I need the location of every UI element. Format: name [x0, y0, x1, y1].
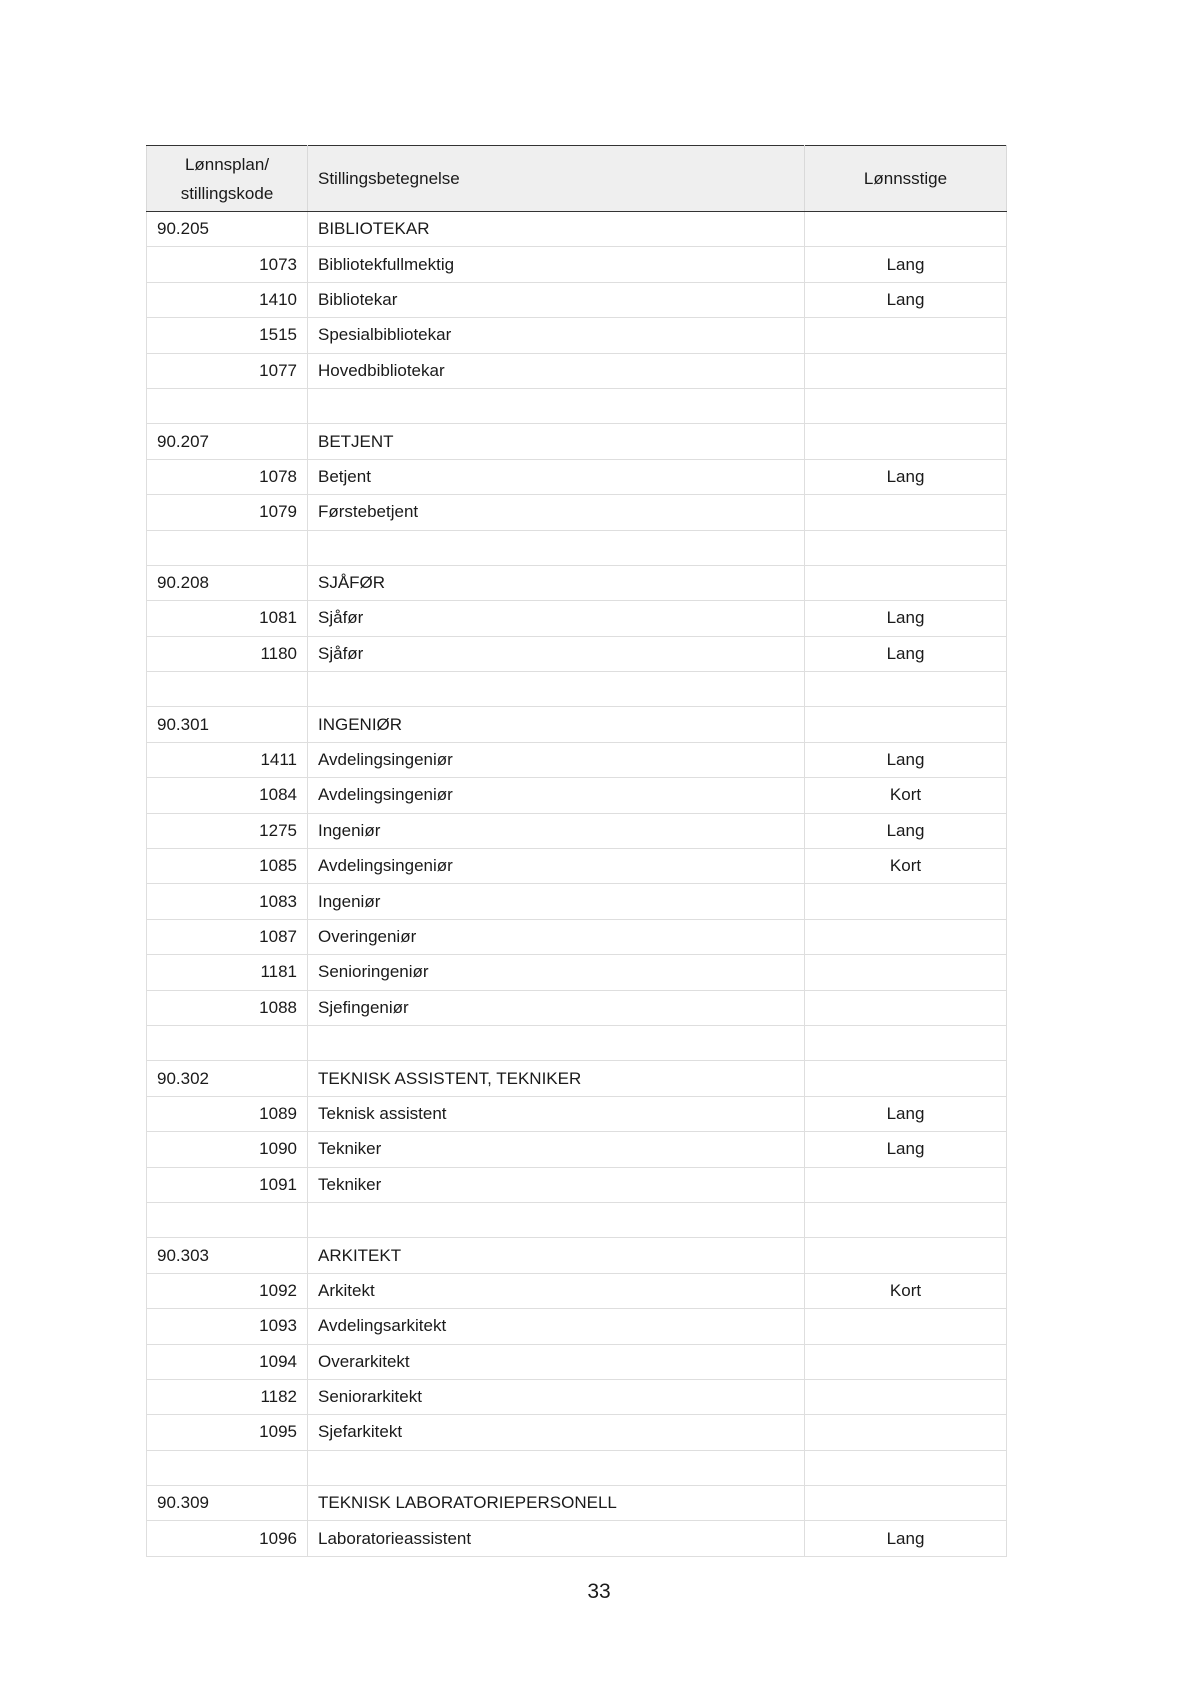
table-row-item	[147, 318, 1007, 353]
header-title: Stillingsbetegnelse	[308, 146, 805, 212]
ladder-cell	[805, 919, 1007, 954]
ladder-cell	[805, 495, 1007, 530]
code-cell	[147, 388, 308, 423]
title-cell: Avdelingsarkitekt	[308, 1309, 805, 1344]
ladder-cell	[805, 884, 1007, 919]
ladder-cell: Lang	[805, 1521, 1007, 1556]
title-cell: Sjåfør	[308, 601, 805, 636]
code-cell: 1083	[147, 884, 308, 919]
table-row-item	[147, 955, 1007, 990]
table-row-group	[147, 1486, 1007, 1521]
title-cell: Sjefarkitekt	[308, 1415, 805, 1450]
table-row-item	[147, 742, 1007, 777]
code-cell: 1180	[147, 636, 308, 671]
ladder-cell	[805, 955, 1007, 990]
code-cell: 1077	[147, 353, 308, 388]
title-cell	[308, 530, 805, 565]
code-cell: 1181	[147, 955, 308, 990]
table-row-item	[147, 636, 1007, 671]
code-cell: 90.303	[147, 1238, 308, 1273]
code-cell: 1182	[147, 1379, 308, 1414]
title-cell	[308, 1025, 805, 1060]
ladder-cell: Lang	[805, 247, 1007, 282]
title-cell	[308, 672, 805, 707]
table-row-blank	[147, 1450, 1007, 1485]
title-cell: Betjent	[308, 459, 805, 494]
title-cell: BETJENT	[308, 424, 805, 459]
title-cell: Teknisk assistent	[308, 1096, 805, 1131]
table-body	[147, 212, 1007, 1557]
table-row-group	[147, 212, 1007, 247]
title-cell: Avdelingsingeniør	[308, 849, 805, 884]
table-row-blank	[147, 1025, 1007, 1060]
table-row-group	[147, 565, 1007, 600]
table-row-item	[147, 459, 1007, 494]
ladder-cell: Lang	[805, 282, 1007, 317]
table-row-item	[147, 1379, 1007, 1414]
title-cell: INGENIØR	[308, 707, 805, 742]
title-cell	[308, 388, 805, 423]
code-cell: 1085	[147, 849, 308, 884]
header-code-line1: Lønnsplan/	[184, 154, 270, 174]
ladder-cell	[805, 1486, 1007, 1521]
title-cell: Hovedbibliotekar	[308, 353, 805, 388]
code-cell: 90.208	[147, 565, 308, 600]
code-cell	[147, 672, 308, 707]
ladder-cell	[805, 530, 1007, 565]
table-row-blank	[147, 530, 1007, 565]
code-cell	[147, 1450, 308, 1485]
table-row-item	[147, 1273, 1007, 1308]
ladder-cell	[805, 1309, 1007, 1344]
title-cell: Arkitekt	[308, 1273, 805, 1308]
ladder-cell	[805, 212, 1007, 247]
table-row-group	[147, 1061, 1007, 1096]
title-cell: Seniorarkitekt	[308, 1379, 805, 1414]
table-row-blank	[147, 1202, 1007, 1237]
ladder-cell	[805, 353, 1007, 388]
header-code	[147, 146, 308, 212]
code-cell: 1087	[147, 919, 308, 954]
ladder-cell	[805, 707, 1007, 742]
ladder-cell	[805, 1379, 1007, 1414]
page-number: 33	[587, 1580, 611, 1603]
table-row-item	[147, 1521, 1007, 1556]
header-row	[147, 146, 1007, 212]
ladder-cell	[805, 1344, 1007, 1379]
ladder-cell: Lang	[805, 1132, 1007, 1167]
code-cell: 1096	[147, 1521, 308, 1556]
title-cell: Overingeniør	[308, 919, 805, 954]
title-cell: Avdelingsingeniør	[308, 778, 805, 813]
table-row-item	[147, 247, 1007, 282]
title-cell: Ingeniør	[308, 813, 805, 848]
table-row-item	[147, 778, 1007, 813]
title-cell: Overarkitekt	[308, 1344, 805, 1379]
table-row-item	[147, 1309, 1007, 1344]
table-row-item	[147, 282, 1007, 317]
title-cell: ARKITEKT	[308, 1238, 805, 1273]
ladder-cell	[805, 672, 1007, 707]
table-row-item	[147, 919, 1007, 954]
ladder-cell	[805, 1415, 1007, 1450]
code-cell: 1084	[147, 778, 308, 813]
ladder-cell: Lang	[805, 636, 1007, 671]
ladder-cell	[805, 388, 1007, 423]
table-row-item	[147, 1415, 1007, 1450]
code-cell: 1081	[147, 601, 308, 636]
title-cell: Sjefingeniør	[308, 990, 805, 1025]
ladder-cell	[805, 1450, 1007, 1485]
code-cell: 1089	[147, 1096, 308, 1131]
title-cell: Spesialbibliotekar	[308, 318, 805, 353]
ladder-cell: Lang	[805, 742, 1007, 777]
title-cell: Tekniker	[308, 1132, 805, 1167]
code-cell: 90.301	[147, 707, 308, 742]
table-row-item	[147, 849, 1007, 884]
code-cell: 1094	[147, 1344, 308, 1379]
code-cell: 1091	[147, 1167, 308, 1202]
code-cell: 1079	[147, 495, 308, 530]
code-cell: 1411	[147, 742, 308, 777]
code-cell: 1093	[147, 1309, 308, 1344]
table-row-item	[147, 813, 1007, 848]
code-cell: 1275	[147, 813, 308, 848]
code-cell: 1073	[147, 247, 308, 282]
ladder-cell: Kort	[805, 849, 1007, 884]
title-cell: Bibliotekar	[308, 282, 805, 317]
ladder-cell	[805, 565, 1007, 600]
ladder-cell	[805, 1061, 1007, 1096]
table-row-item	[147, 884, 1007, 919]
title-cell: SJÅFØR	[308, 565, 805, 600]
salary-plan-table	[146, 145, 1007, 1557]
table-row-item	[147, 990, 1007, 1025]
ladder-cell	[805, 1025, 1007, 1060]
table-row-item	[147, 1096, 1007, 1131]
title-cell: BIBLIOTEKAR	[308, 212, 805, 247]
code-cell: 90.205	[147, 212, 308, 247]
code-cell	[147, 1202, 308, 1237]
ladder-cell	[805, 424, 1007, 459]
title-cell: Senioringeniør	[308, 955, 805, 990]
title-cell: TEKNISK ASSISTENT, TEKNIKER	[308, 1061, 805, 1096]
table-row-group	[147, 424, 1007, 459]
code-cell: 90.309	[147, 1486, 308, 1521]
ladder-cell	[805, 1202, 1007, 1237]
title-cell: Førstebetjent	[308, 495, 805, 530]
table-row-item	[147, 1344, 1007, 1379]
code-cell: 1515	[147, 318, 308, 353]
table-row-item	[147, 1167, 1007, 1202]
ladder-cell	[805, 1167, 1007, 1202]
ladder-cell	[805, 1238, 1007, 1273]
header-ladder: Lønnsstige	[805, 146, 1007, 212]
title-cell: Avdelingsingeniør	[308, 742, 805, 777]
code-cell: 1090	[147, 1132, 308, 1167]
title-cell: Tekniker	[308, 1167, 805, 1202]
table-row-item	[147, 601, 1007, 636]
header-code-line2: stillingskode	[180, 183, 274, 203]
code-cell: 1410	[147, 282, 308, 317]
title-cell	[308, 1202, 805, 1237]
table-row-blank	[147, 672, 1007, 707]
title-cell: TEKNISK LABORATORIEPERSONELL	[308, 1486, 805, 1521]
title-cell	[308, 1450, 805, 1485]
ladder-cell: Kort	[805, 778, 1007, 813]
ladder-cell: Lang	[805, 1096, 1007, 1131]
table-row-item	[147, 353, 1007, 388]
ladder-cell	[805, 318, 1007, 353]
code-cell	[147, 1025, 308, 1060]
code-cell: 90.302	[147, 1061, 308, 1096]
title-cell: Sjåfør	[308, 636, 805, 671]
ladder-cell: Kort	[805, 1273, 1007, 1308]
code-cell: 90.207	[147, 424, 308, 459]
table-row-blank	[147, 388, 1007, 423]
table-row-item	[147, 1132, 1007, 1167]
table-header	[147, 146, 1007, 212]
code-cell	[147, 530, 308, 565]
ladder-cell	[805, 990, 1007, 1025]
table-row-item	[147, 495, 1007, 530]
title-cell: Bibliotekfullmektig	[308, 247, 805, 282]
code-cell: 1095	[147, 1415, 308, 1450]
table-row-group	[147, 1238, 1007, 1273]
table-row-group	[147, 707, 1007, 742]
code-cell: 1078	[147, 459, 308, 494]
code-cell: 1092	[147, 1273, 308, 1308]
title-cell: Laboratorieassistent	[308, 1521, 805, 1556]
title-cell: Ingeniør	[308, 884, 805, 919]
ladder-cell: Lang	[805, 459, 1007, 494]
ladder-cell: Lang	[805, 601, 1007, 636]
ladder-cell: Lang	[805, 813, 1007, 848]
code-cell: 1088	[147, 990, 308, 1025]
